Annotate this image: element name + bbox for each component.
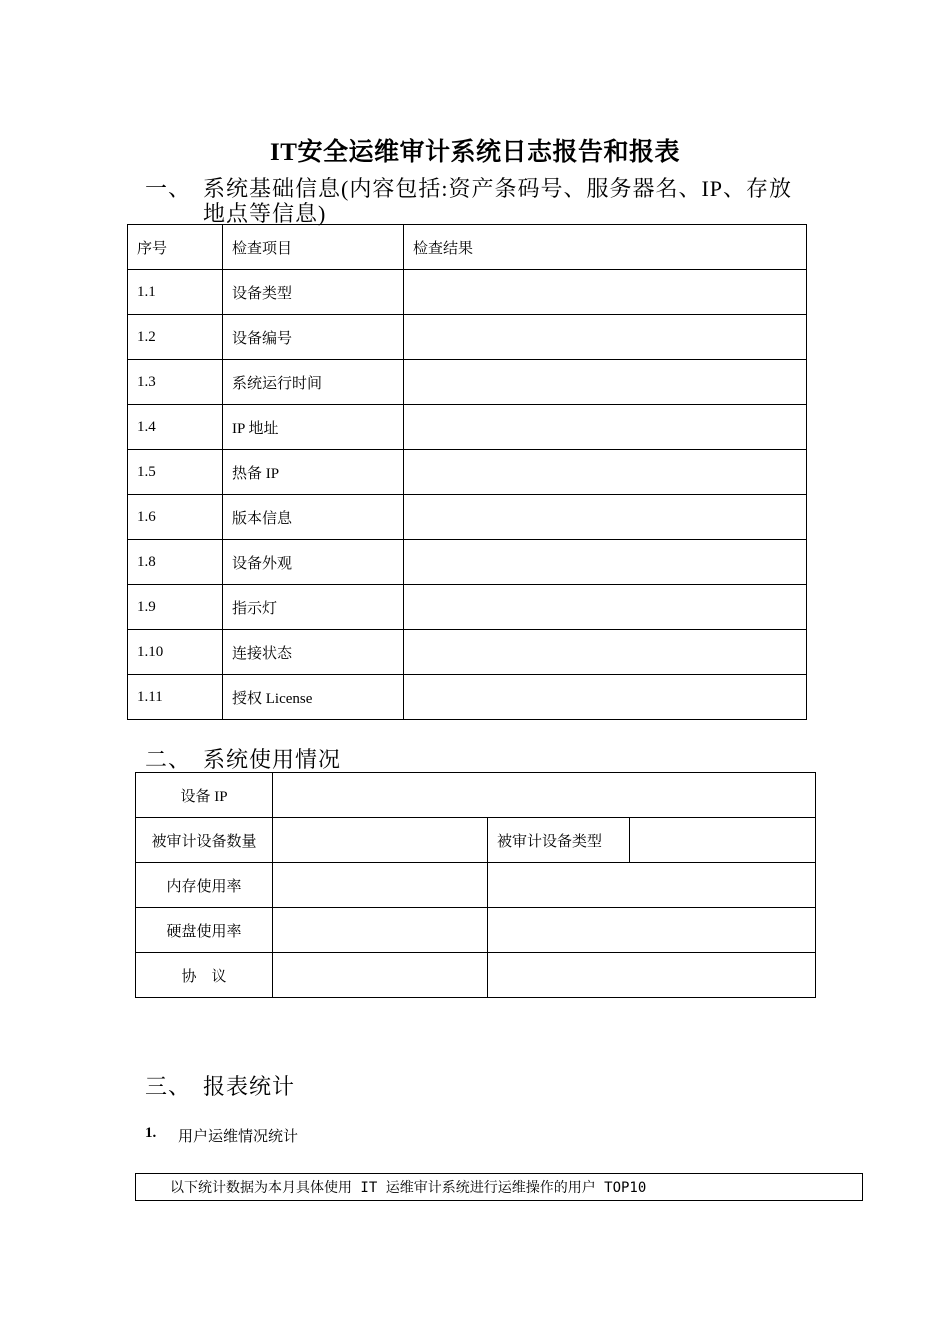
table-row [128,495,807,540]
row-result[interactable] [404,585,807,630]
section-1-number: 一、 [145,176,192,201]
row-number: 1.4 [128,405,223,450]
statistics-note-box: 以下统计数据为本月具体使用 IT 运维审计系统进行运维操作的用户 TOP10 [135,1173,863,1201]
section-3-number: 三、 [145,1074,192,1099]
table-row [128,450,807,495]
row-result[interactable] [404,450,807,495]
device-ip-label: 设备 IP [136,773,273,818]
row-item: 连接状态 [223,630,404,675]
row-item: 系统运行时间 [223,360,404,405]
row-result[interactable] [404,675,807,720]
table-row [128,315,807,360]
table-header-row [128,225,807,270]
section-2-number: 二、 [145,747,192,772]
table-row [128,585,807,630]
row-item: 热备 IP [223,450,404,495]
system-usage-table [135,772,816,998]
row-number: 1.3 [128,360,223,405]
memory-usage-extra[interactable] [488,863,816,908]
row-number: 1.1 [128,270,223,315]
page-title: IT安全运维审计系统日志报告和报表 [270,139,680,166]
section-1-title: 系统基础信息(内容包括:资产条码号、服务器名、IP、存放 [203,176,793,201]
row-result[interactable] [404,540,807,585]
row-number: 1.11 [128,675,223,720]
section-3-title: 报表统计 [203,1074,296,1099]
row-result[interactable] [404,630,807,675]
audited-type-value[interactable] [630,818,816,863]
row-item: 设备编号 [223,315,404,360]
protocol-label: 协 议 [136,953,273,998]
table-row [128,540,807,585]
subsection-1-number: 1. [145,1125,157,1141]
protocol-value[interactable] [273,953,488,998]
subsection-1-title: 用户运维情况统计 [178,1129,299,1145]
table-row [128,405,807,450]
subsection-1 [145,1125,299,1145]
row-item: 版本信息 [223,495,404,540]
row-result[interactable] [404,315,807,360]
row-item: 授权 License [223,675,404,720]
row-result[interactable] [404,360,807,405]
audited-count-label: 被审计设备数量 [136,818,273,863]
table-row [136,773,816,818]
table-row [136,953,816,998]
table-row [128,270,807,315]
row-item: 设备外观 [223,540,404,585]
row-item: 指示灯 [223,585,404,630]
header-cell: 检查结果 [404,225,807,270]
memory-usage-value[interactable] [273,863,488,908]
table-row [136,818,816,863]
row-number: 1.8 [128,540,223,585]
protocol-extra[interactable] [488,953,816,998]
disk-usage-value[interactable] [273,908,488,953]
row-item: IP 地址 [223,405,404,450]
row-result[interactable] [404,270,807,315]
system-basic-info-table [127,224,807,720]
row-number: 1.5 [128,450,223,495]
row-item: 设备类型 [223,270,404,315]
section-3-heading [145,1074,545,1100]
device-ip-value[interactable] [273,773,816,818]
audited-count-value[interactable] [273,818,488,863]
row-number: 1.10 [128,630,223,675]
header-cell: 序号 [128,225,223,270]
audited-type-label: 被审计设备类型 [488,818,630,863]
row-number: 1.2 [128,315,223,360]
table-row [136,863,816,908]
row-result[interactable] [404,405,807,450]
table-row [128,630,807,675]
section-1-title-line2: 地点等信息) [203,201,327,226]
row-number: 1.6 [128,495,223,540]
memory-usage-label: 内存使用率 [136,863,273,908]
section-2-heading [145,747,545,773]
section-2-title: 系统使用情况 [203,747,342,772]
header-cell: 检查项目 [223,225,404,270]
disk-usage-extra[interactable] [488,908,816,953]
row-number: 1.9 [128,585,223,630]
table-row [128,675,807,720]
disk-usage-label: 硬盘使用率 [136,908,273,953]
row-result[interactable] [404,495,807,540]
table-row [128,360,807,405]
section-1-heading [145,176,825,228]
table-row [136,908,816,953]
